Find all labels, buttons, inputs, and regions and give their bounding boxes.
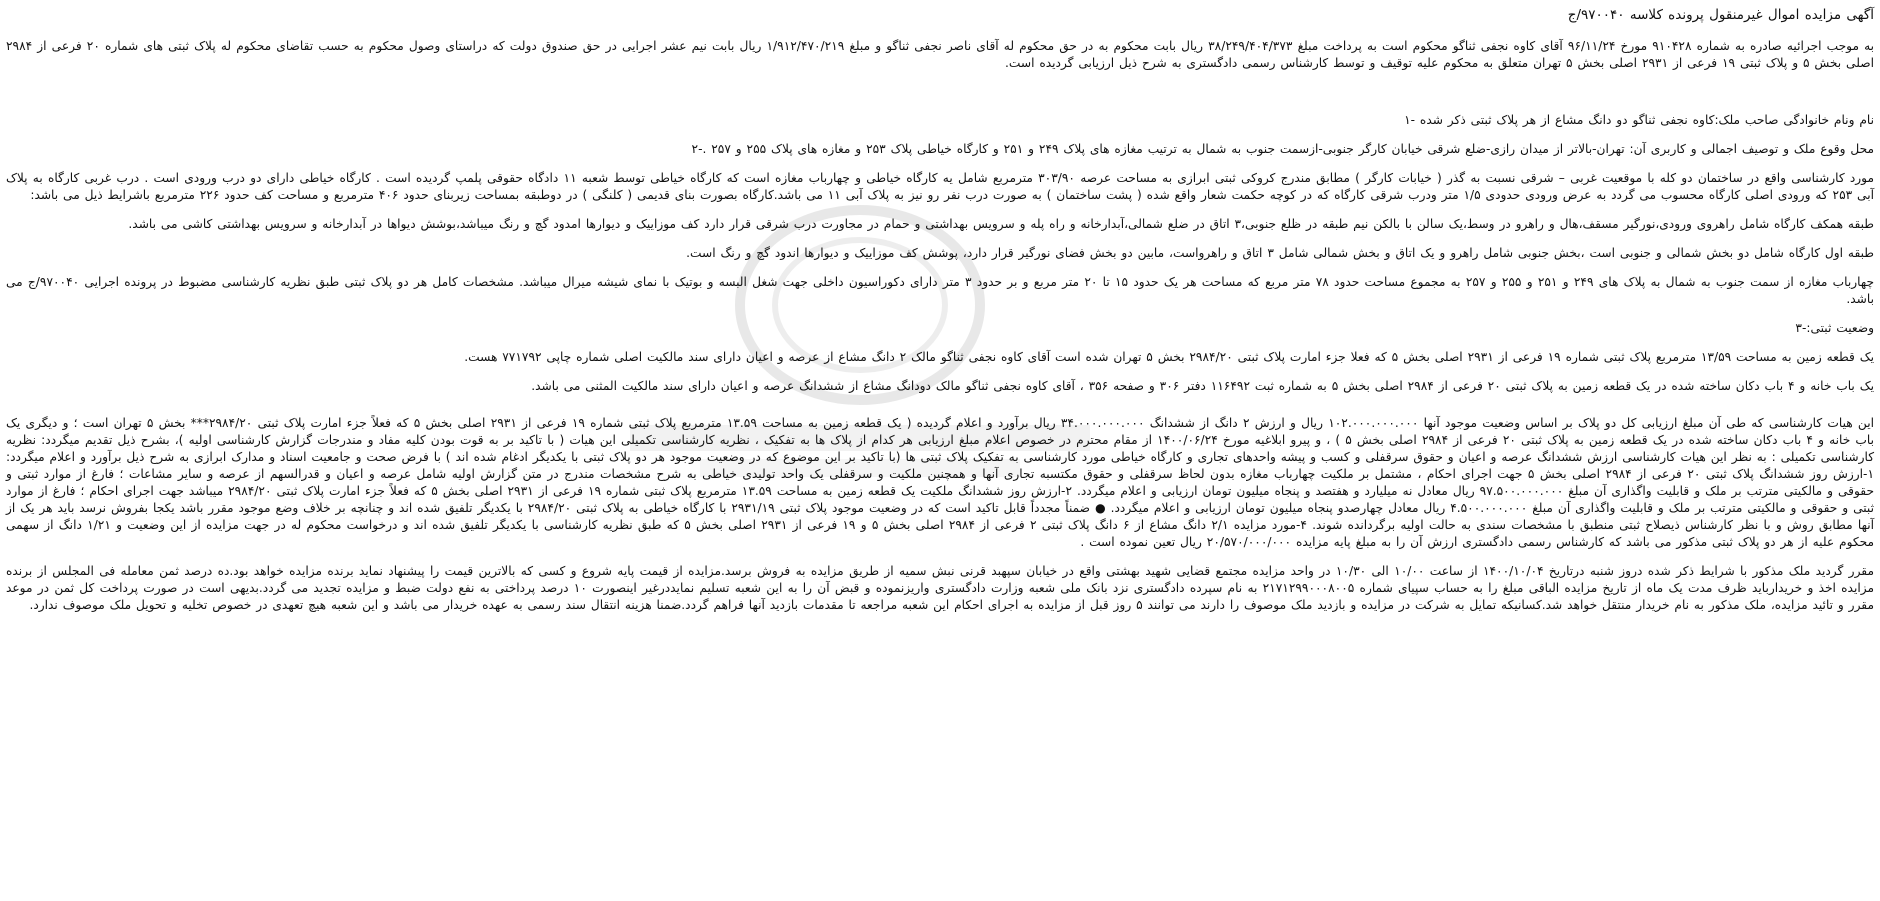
location-line: محل وقوع ملک و توصیف اجمالی و کاربری آن: تهران-بالاتر از میدان رازی-ضلع شرقی خیابان کارگر جنوبی-ازسمت جنوب به شمال به ترتیب مغازه های پلاک ۲۴۹ و ۲۵۱ و کارگاه خیاطی پلاک ۲۵۳ و مغازه های پلاک ۲۵۵ و ۲۵۷ .-۲ xyxy=(691,142,1874,156)
shops-paragraph: چهارباب مغازه از سمت جنوب به شمال به پلاک های ۲۴۹ و ۲۵۱ و ۲۵۵ و ۲۵۷ به مجموع مساحت حدود ۷۸ متر مربع که مساحت هر یک حدود ۱۵ تا ۲۰ متر مربع و بر حدود ۳ متر دارای دکوراسیون داخلی جهت شغل البسه و بوتیک با نمای شیشه میرال میباشد. مشخصات کامل هر دو پلاک ثبتی طبق نظریه کارشناسی مضبوط در پرونده اجرایی ۹۷۰۰۴۰/ج می باشد. xyxy=(6,275,1875,306)
notice-title: آگهی مزایده اموال غیرمنقول پرونده کلاسه ۹۷۰۰۴۰/ج xyxy=(1567,7,1874,23)
registration-item-1: یک قطعه زمین به مساحت ۱۳/۵۹ مترمربع پلاک ثبتی شماره ۱۹ فرعی از ۲۹۳۱ اصلی بخش ۵ که فعلا جزء امارت پلاک ثبتی ۲۹۸۴/۲۰ بخش ۵ تهران شده است آقای کاوه نجفی ثناگو مالک ۲ دانگ مشاع از عرصه و اعیان دارای سند مالکیت اصلی شماره چاپی ۷۷۱۷۹۲ هست. xyxy=(464,350,1874,364)
auction-terms-paragraph: مقرر گردید ملک مذکور با شرایط ذکر شده دروز شنبه درتاریخ ۱۴۰۰/۱۰/۰۴ از ساعت ۱۰/۰۰ الی ۱۰/۳۰ در واحد مزایده مجتمع قضایی شهید بهشتی واقع در خیابان سپهبد قرنی نبش سمیه از طریق مزایده به فروش برسد.مزایده از قیمت پایه شروع و کسی که بالاترین قیمت را پیشنهاد نماید برنده مزایده خواهد بود.ده درصد ثمن معامله فی المجلس از برنده مزایده اخذ و خریدارباید ظرف مدت یک ماه از تاریخ مزایده الباقی مبلغ را به حساب سپیای شماره ۲۱۷۱۲۹۹۰۰۰۸۰۰۵ به نام سپرده دادگستری نزد بانک ملی شعبه وزارت دادگستری واریزنموده و قبض آن را به این شعبه تسلیم نمایددرغیر اینصورت ۱۰ درصد پرداختی به نفع دولت ضبط و مزایده تجدید می گردد.بدیهی است در صورت پرداخت کل ثمن در موعد مقرر و تائید مزایده، ملک مذکور به نام خریدار منتقل خواهد شد.کسانیکه تمایل به شرکت در مزایده و بازدید ملک موصوف را دارند می توانند ۵ روز قبل از مزایده به اجرای احکام این شعبه مراجعه تا مقدمات بازدید آنها فراهم گردد.ضمنا هزینه انتقال سند رسمی به عهده خریدار می باشد و این شعبه هیچ تعهدی در خصوص تخلیه و تحویل ملک موصوف ندارد. xyxy=(6,564,1874,612)
intro-paragraph: به موجب اجرائیه صادره به شماره ۹۱۰۴۲۸ مورخ ۹۶/۱۱/۲۴ آقای کاوه نجفی ثناگو محکوم است به پرداخت مبلغ ۳۸/۲۴۹/۴۰۴/۳۷۳ ریال بابت محکوم به در حق محکوم له آقای ناصر نجفی ثناگو و مبلغ ۱/۹۱۲/۴۷۰/۲۱۹ ریال بابت نیم عشر اجرایی در حق صندوق دولت که دراستای وصول محکوم به حسب تقاضای محکوم له پلاک ثبتی های شماره ۲۰ فرعی از ۲۹۸۴ اصلی بخش ۵ و پلاک ثبتی ۱۹ فرعی از ۲۹۳۱ اصلی بخش ۵ تهران متعلق به محکوم علیه توقیف و توسط کارشناس رسمی دادگستری به شرح ذیل ارزیابی گردیده است. xyxy=(6,39,1875,70)
first-floor-paragraph: طبقه اول کارگاه شامل دو بخش شمالی و جنوبی است ،بخش جنوبی شامل راهرو و یک اتاق و بخش شمالی شامل ۳ اتاق و راهرواست، مابین دو بخش فضای نورگیر قرار دارد، پوشش کف موزاییک و دیوارها اندود گچ و رنگ است. xyxy=(686,246,1874,260)
registration-heading: وضعیت ثبتی:-۳ xyxy=(1795,321,1874,335)
ground-floor-paragraph: طبقه همکف کارگاه شامل راهروی ورودی،نورگیر مسقف،هال و راهرو در وسط،یک سالن با بالکن نیم طبقه در ظلع جنوبی،۳ اتاق در ضلع شمالی،آبدارخانه و راه پله و سرویس بهداشتی و حمام در مجاورت درب شرقی قرار دارد کف موزاییک و دیوارها امدود گچ و رنگ میباشد،بوشش دیواها در آبدارخانه و سرویس بهداشتی کاشی می باشد. xyxy=(128,217,1874,231)
expert-description-paragraph: مورد کارشناسی واقع در ساختمان دو کله با موقعیت غربی – شرقی نسبت به گذر ( خیابات کارگر ) مطابق مندرج کروکی ثبتی ابرازی به مساحت عرصه ۳۰۳/۹۰ مترمربع شامل یه کارگاه خیاطی و چهارباب مغازه است که کارگاه خیاطی توسط شعبه ۱۱ دادگاه حقوقی پلمپ گردیده است . کارگاه خیاطی دارای دو درب ورودی است . درب غربی کارگاه به پلاک آبی ۲۵۳ که ورودی اصلی کارگاه محسوب می گردد به عرض ورودی حدودی ۱/۵ متر ودرب شرقی کارگاه که در کوچه حکمت شعار واقع شده ( پشت ساختمان ) به صورت درب نفر رو نیز به پلاک آبی ۱۱ می باشد.کارگاه بصورت بنای قدیمی ( کلنگی ) در دوطبقه بمساحت زیربنای حدود ۴۰۶ مترمربع و مساحت کف حدود ۲۲۶ مترمربع باشرایط ذیل می باشد: xyxy=(6,171,1874,202)
valuation-paragraph: این هیات کارشناسی که طی آن مبلغ ارزیابی کل دو پلاک بر اساس وضعیت موجود آنها ۱۰۲.۰۰۰.۰۰۰.۰۰۰ ریال و ارزش ۲ دانگ از ششدانگ ۳۴.۰۰۰.۰۰۰.۰۰۰ ریال برآورد و اعلام گردیده ( یک قطعه زمین به مساحت ۱۳.۵۹ مترمربع پلاک ثبتی شماره ۱۹ فرعی از ۲۹۳۱ اصلی بخش ۵ که فعلاً جزء امارت پلاک ثبتی ۲۹۸۴/۲۰*** بخش ۵ تهران است ؛ و دیگری یک باب خانه و ۴ باب دکان ساخته شده در یک قطعه زمین به پلاک ثبتی ۲۰ فرعی از ۲۹۸۴ اصلی بخش ۵ ) ، و پیرو ابلاغیه مورخ ۱۴۰۰/۰۶/۲۴ از مقام محترم در خصوص اعلام مبلغ ارزیابی هر کدام از پلاک ها به تفکیک ، نظریه کارشناسی تکمیلی این هیات ( با تاکید بر به قوت بودن کلیه مفاد و مندرجات گزارش کارشناسی اولیه )، بشرح ذیل تقدیم میگردد: نظریه کارشناسی تکمیلی : به نظر این هیات کارشناسی ارزش ششدانگ عرصه و اعیان و حقوق سرقفلی و کسب و پیشه واحدهای تجاری و کارگاه خیاطی مورد کارشناسی به تفکیک پلاک ثبتی ها (با تاکید بر این موضوع که در وضعیت موجود هر دو پلاک ثبتی با یکدیگر ادغام شده اند ) با فرض صحت و جامعیت اسناد و مدارک ابرازی به شرح ذیل برآورد و اعلام میگردد: ۱-ارزش روز ششدانگ پلاک ثبتی ۲۰ فرعی از ۲۹۸۴ اصلی بخش ۵ جهت اجرای احکام ، مشتمل بر ملکیت چهارباب مغازه بدون لحاظ سرقفلی و حقوق مکتسبه تجاری آنها و همچنین ملکیت و سرقفلی یک واحد تولیدی خیاطی به شرح مشخصات مندرج در متن گزارش اولیه شامل عرصه و اعیان و قدرالسهم از عرصه و سایر مشاعات ؛ فارغ از موارد ثبتی و حقوقی و مالکیتی مترتب بر ملک و قابلیت واگذاری آن مبلغ ۹۷.۵۰۰.۰۰۰.۰۰۰ ریال معادل نه میلیارد و هفتصد و پنجاه میلیون تومان ارزیابی و اعلام میگردد. ۲-ارزش روز ششدانگ ملکیت یک قطعه زمین به مساحت ۱۳.۵۹ مترمربع پلاک ثبتی شماره ۱۹ فرعی از ۲۹۳۱ اصلی بخش ۵ که فعلاً جزء امارت پلاک ثبتی ۲۹۸۴/۲۰ میباشد جهت اجرای احکام ؛ فارغ از موارد ثبتی و حقوقی و مالکیتی مترتب بر ملک و قابلیت واگذاری آن مبلغ ۴.۵۰۰.۰۰۰.۰۰۰ ریال معادل چهارصدو پنجاه میلیون تومان ارزیابی و اعلام میگردد. ● ضمناً مجدداً قابل تاکید است که در وضعیت موجود پلاک ثبتی ۲۹۳۱/۱۹ با کارگاه خیاطی به پلاک ثبتی ۲۹۸۴/۲۰ با یکدیگر تلفیق شده اند و چنانچه بر خلاف وضع موجود مقرر باشد یکجا بفروش نرسد باید هر یک از آنها مطابق روش و با نظر کارشناس ذیصلاح ثبتی منطبق با مشخصات سندی به حالت اولیه برگردانده شوند. ۴-مورد مزایده ۲/۱ دانگ مشاع از ۶ دانگ پلاک ثبتی ۲ فرعی از ۲۹۸۴ اصلی بخش ۵ و ۱۹ فرعی از ۲۹۳۱ اصلی بخش ۵ که طبق نظریه کارشناسی با یکدیگر تلفیق شده اند و درخواست محکوم له در جهت مزایده از این وضعیت و ۱/۲۱ دانگ از سهمی محکوم علیه از هر دو پلاک ثبتی مذکور می باشد که کارشناس رسمی دادگستری ارزش آن را به مبلغ پایه مزایده ۲۰/۵۷۰/۰۰۰/۰۰۰ ریال تعین نموده است . xyxy=(6,416,1875,549)
registration-item-2: یک باب خانه و ۴ باب دکان ساخته شده در یک قطعه زمین به پلاک ثبتی ۲۰ فرعی از ۲۹۸۴ اصلی بخش ۵ به شماره ثبت ۱۱۶۴۹۲ دفتر ۳۰۶ و صفحه ۳۵۶ ، آقای کاوه نجفی ثناگو مالک دودانگ مشاع از ششدانگ عرصه و اعیان دارای سند مالکیت المثنی می باشد. xyxy=(531,379,1874,393)
owner-line: نام ونام خانوادگی صاحب ملک:کاوه نجفی ثناگو دو دانگ مشاع از هر پلاک ثبتی ذکر شده -۱ xyxy=(1404,113,1874,127)
